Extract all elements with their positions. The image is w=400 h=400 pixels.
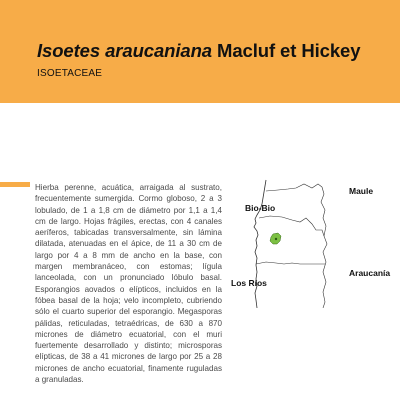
species-title xyxy=(37,40,360,62)
distribution-map xyxy=(226,178,400,308)
family-name: ISOETACEAE xyxy=(37,68,103,79)
map-label-biobio: Bio-Bio xyxy=(245,203,276,213)
region-border-maule xyxy=(266,184,322,191)
section-rule xyxy=(0,182,30,187)
map-label-araucania: Araucanía xyxy=(349,268,391,278)
species-authority: Macluf et Hickey xyxy=(217,40,361,61)
header-banner xyxy=(0,0,400,103)
map-label-losrios: Los Ríos xyxy=(231,278,267,288)
andes-border xyxy=(321,187,327,308)
species-name: Isoetes araucaniana xyxy=(37,40,212,61)
distribution-map-svg xyxy=(226,178,400,308)
region-border-biobio xyxy=(259,216,324,236)
map-label-maule: Maule xyxy=(349,186,374,196)
occurrence-point xyxy=(275,238,277,240)
region-border-araucania xyxy=(256,262,325,264)
coastline xyxy=(254,180,266,308)
species-description: Hierba perenne, acuática, arraigada al sustrato, frecuentemente sumergida. Cormo globoso, 2 a 3 lobulado, de 1 a 1,8 cm de diámetro por 1,1 a 1,4 cm de largo. Hojas frágiles, erectas, con 4 canales aeríferos, tabicadas transversalmente, sin lámina dilatada, atenuadas en el ápice, de 11 a 30 cm de largo por 4 a 8 mm de ancho en la base, con margen membranáceo, con estomas; lígula lanceolada, con un pronunciado lóbulo basal. Esporangios aovados o elípticos, incluidos en la fóbea basal de la hoja; velo incompleto, cubriendo sólo el cuarto superior del esporangio. Megasporas pálidas, reticuladas, tetraédricas, de 630 a 870 micrones de diámetro ecuatorial, con el muri fuertemente desarrollado y distinto; microsporas elípticas, de 38 a 41 micrones de largo por 25 a 28 micrones de ancho ecuatorial, finamente ruguladas a granuladas. xyxy=(35,183,222,385)
